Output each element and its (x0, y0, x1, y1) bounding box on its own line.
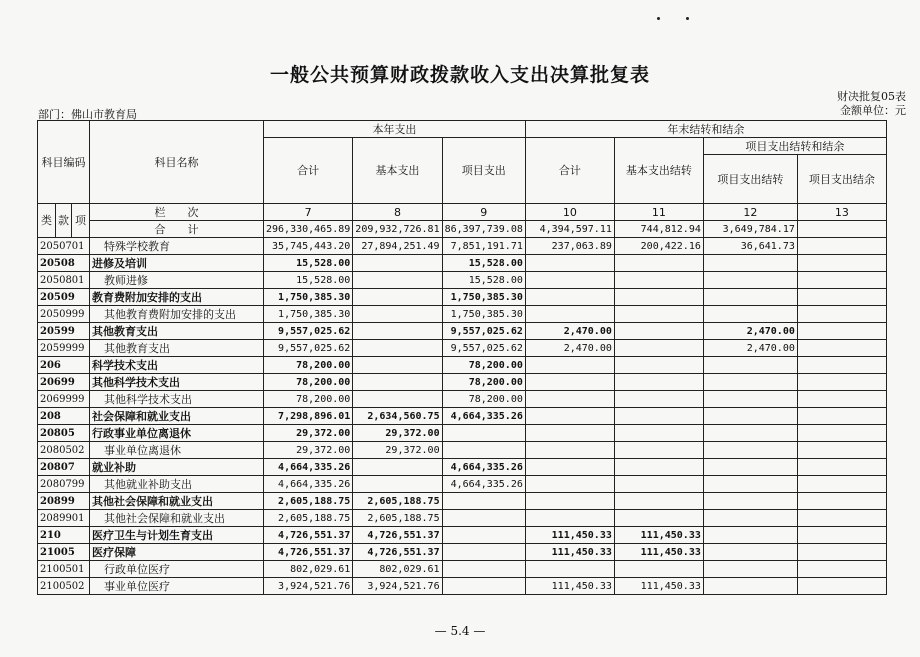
amount-cell (703, 391, 797, 408)
amount-cell: 111,450.33 (525, 544, 614, 561)
amount-cell: 200,422.16 (614, 238, 703, 255)
header-kuan: 款 (56, 204, 72, 238)
total-cell: 744,812.94 (614, 221, 703, 238)
amount-cell (353, 323, 442, 340)
amount-cell (703, 476, 797, 493)
amount-cell (797, 544, 886, 561)
column-number: 9 (442, 204, 525, 221)
table-row (38, 561, 887, 578)
subject-code: 210 (38, 527, 90, 544)
amount-cell (525, 357, 614, 374)
subject-code: 208 (38, 408, 90, 425)
amount-cell (797, 272, 886, 289)
subject-name: 就业补助 (90, 459, 264, 476)
amount-cell (797, 255, 886, 272)
page-number: — 5.4 — (434, 624, 486, 638)
table-row (38, 340, 887, 357)
subject-name: 社会保障和就业支出 (90, 408, 264, 425)
table-row (38, 527, 887, 544)
subject-code: 2080502 (38, 442, 90, 459)
subject-code: 2100502 (38, 578, 90, 595)
total-cell: 4,394,597.11 (525, 221, 614, 238)
subject-code: 20599 (38, 323, 90, 340)
amount-cell (797, 238, 886, 255)
header-lei: 类 (38, 204, 56, 238)
header-code: 科目编码 (38, 121, 90, 204)
header-xiang: 项 (72, 204, 90, 238)
amount-cell (703, 425, 797, 442)
amount-cell (525, 476, 614, 493)
total-cell: 3,649,784.17 (703, 221, 797, 238)
amount-cell: 9,557,025.62 (264, 340, 353, 357)
header-basic: 基本支出 (353, 138, 442, 204)
total-cell: 86,397,739.08 (442, 221, 525, 238)
amount-cell (797, 357, 886, 374)
amount-cell: 4,664,335.26 (442, 408, 525, 425)
header-carry-total: 合计 (525, 138, 614, 204)
amount-cell: 9,557,025.62 (442, 340, 525, 357)
amount-cell: 3,924,521.76 (353, 578, 442, 595)
amount-cell: 78,200.00 (264, 391, 353, 408)
amount-cell (353, 272, 442, 289)
subject-code: 2100501 (38, 561, 90, 578)
amount-cell (797, 493, 886, 510)
amount-cell (442, 544, 525, 561)
amount-cell (797, 561, 886, 578)
column-number: 8 (353, 204, 442, 221)
budget-table (37, 120, 887, 595)
amount-cell (442, 510, 525, 527)
subject-name: 其他科学技术支出 (90, 391, 264, 408)
subject-name: 其他社会保障和就业支出 (90, 510, 264, 527)
amount-cell: 802,029.61 (264, 561, 353, 578)
column-number: 10 (525, 204, 614, 221)
amount-cell: 9,557,025.62 (442, 323, 525, 340)
amount-cell: 1,750,385.30 (442, 306, 525, 323)
amount-cell (797, 391, 886, 408)
amount-cell: 78,200.00 (442, 374, 525, 391)
header-project: 项目支出 (442, 138, 525, 204)
amount-cell (797, 306, 886, 323)
table-row (38, 391, 887, 408)
amount-cell (442, 561, 525, 578)
amount-cell (703, 544, 797, 561)
amount-cell (525, 255, 614, 272)
amount-cell: 2,605,188.75 (353, 493, 442, 510)
amount-cell: 9,557,025.62 (264, 323, 353, 340)
header-total: 合计 (264, 138, 353, 204)
amount-cell: 4,664,335.26 (264, 459, 353, 476)
amount-cell (797, 527, 886, 544)
amount-cell: 78,200.00 (264, 357, 353, 374)
amount-cell: 7,298,896.01 (264, 408, 353, 425)
subject-name: 特殊学校教育 (90, 238, 264, 255)
amount-cell: 2,634,560.75 (353, 408, 442, 425)
amount-cell: 35,745,443.20 (264, 238, 353, 255)
amount-cell: 15,528.00 (264, 255, 353, 272)
amount-cell (614, 323, 703, 340)
amount-cell: 111,450.33 (614, 544, 703, 561)
form-number: 财决批复05表 (837, 90, 906, 103)
subject-name: 教育费附加安排的支出 (90, 289, 264, 306)
table-row (38, 306, 887, 323)
subject-code: 2050701 (38, 238, 90, 255)
amount-cell (614, 442, 703, 459)
amount-cell: 29,372.00 (264, 442, 353, 459)
amount-cell: 3,924,521.76 (264, 578, 353, 595)
subject-name: 行政事业单位离退休 (90, 425, 264, 442)
amount-cell (525, 459, 614, 476)
amount-cell (703, 493, 797, 510)
amount-cell (442, 578, 525, 595)
amount-cell: 27,894,251.49 (353, 238, 442, 255)
amount-cell (614, 255, 703, 272)
amount-cell (614, 510, 703, 527)
subject-code: 20899 (38, 493, 90, 510)
amount-cell: 1,750,385.30 (264, 306, 353, 323)
scan-dot (657, 17, 660, 20)
subject-name: 进修及培训 (90, 255, 264, 272)
amount-cell (353, 459, 442, 476)
amount-cell: 29,372.00 (353, 425, 442, 442)
table-row (38, 408, 887, 425)
amount-unit: 金额单位：元 (840, 104, 906, 117)
subject-name: 事业单位医疗 (90, 578, 264, 595)
amount-cell: 4,726,551.37 (353, 527, 442, 544)
amount-cell (442, 527, 525, 544)
amount-cell (442, 493, 525, 510)
amount-cell (525, 289, 614, 306)
amount-cell (797, 408, 886, 425)
amount-cell (703, 578, 797, 595)
amount-cell (614, 476, 703, 493)
total-cell (797, 221, 886, 238)
total-label: 合 计 (90, 221, 264, 238)
subject-code: 20699 (38, 374, 90, 391)
amount-cell (797, 425, 886, 442)
amount-cell (703, 510, 797, 527)
amount-cell (797, 442, 886, 459)
subject-code: 2080799 (38, 476, 90, 493)
amount-cell (797, 323, 886, 340)
subject-code: 2059999 (38, 340, 90, 357)
amount-cell (353, 391, 442, 408)
amount-cell: 2,605,188.75 (264, 510, 353, 527)
amount-cell (703, 459, 797, 476)
amount-cell (703, 374, 797, 391)
amount-cell (614, 340, 703, 357)
amount-cell (703, 306, 797, 323)
amount-cell (442, 442, 525, 459)
amount-cell: 4,664,335.26 (442, 476, 525, 493)
table-row (38, 289, 887, 306)
amount-cell: 15,528.00 (442, 255, 525, 272)
subject-name: 事业单位离退休 (90, 442, 264, 459)
amount-cell (703, 408, 797, 425)
column-label: 栏 次 (90, 204, 264, 221)
amount-cell (614, 306, 703, 323)
table-row (38, 425, 887, 442)
amount-cell: 4,664,335.26 (264, 476, 353, 493)
subject-code: 20509 (38, 289, 90, 306)
amount-cell (703, 289, 797, 306)
amount-cell: 111,450.33 (614, 527, 703, 544)
subject-name: 医疗卫生与计划生育支出 (90, 527, 264, 544)
amount-cell: 2,470.00 (525, 340, 614, 357)
amount-cell (797, 476, 886, 493)
subject-code: 2069999 (38, 391, 90, 408)
subject-name: 其他教育支出 (90, 340, 264, 357)
amount-cell (525, 408, 614, 425)
table-row (38, 459, 887, 476)
subject-name: 其他科学技术支出 (90, 374, 264, 391)
amount-cell (525, 391, 614, 408)
amount-cell: 78,200.00 (442, 391, 525, 408)
amount-cell (614, 272, 703, 289)
amount-cell (353, 374, 442, 391)
subject-code: 20508 (38, 255, 90, 272)
amount-cell: 2,470.00 (703, 323, 797, 340)
subject-name: 科学技术支出 (90, 357, 264, 374)
subject-code: 2050999 (38, 306, 90, 323)
subject-name: 其他就业补助支出 (90, 476, 264, 493)
page-title: 一般公共预算财政拨款收入支出决算批复表 (269, 64, 650, 86)
total-row (38, 221, 887, 238)
amount-cell (797, 578, 886, 595)
subject-name: 医疗保障 (90, 544, 264, 561)
amount-cell (353, 340, 442, 357)
amount-cell: 2,605,188.75 (353, 510, 442, 527)
amount-cell (703, 272, 797, 289)
amount-cell: 237,063.89 (525, 238, 614, 255)
amount-cell (614, 459, 703, 476)
amount-cell (703, 255, 797, 272)
subject-name: 行政单位医疗 (90, 561, 264, 578)
amount-cell (614, 391, 703, 408)
table-row (38, 374, 887, 391)
subject-code: 20807 (38, 459, 90, 476)
table-row (38, 442, 887, 459)
header-project-carryover: 项目支出结转和结余 (703, 138, 886, 155)
table-row (38, 272, 887, 289)
amount-cell (525, 442, 614, 459)
amount-cell: 1,750,385.30 (442, 289, 525, 306)
column-number: 12 (703, 204, 797, 221)
table-row (38, 578, 887, 595)
amount-cell (797, 510, 886, 527)
amount-cell (614, 425, 703, 442)
amount-cell: 1,750,385.30 (264, 289, 353, 306)
amount-cell (614, 493, 703, 510)
amount-cell: 15,528.00 (442, 272, 525, 289)
table-row (38, 544, 887, 561)
table-row (38, 493, 887, 510)
amount-cell: 29,372.00 (264, 425, 353, 442)
amount-cell: 4,726,551.37 (264, 544, 353, 561)
table-row (38, 238, 887, 255)
amount-cell: 2,605,188.75 (264, 493, 353, 510)
subject-name: 其他教育支出 (90, 323, 264, 340)
column-number: 13 (797, 204, 886, 221)
column-number: 7 (264, 204, 353, 221)
amount-cell (703, 561, 797, 578)
amount-cell (525, 374, 614, 391)
amount-cell (442, 425, 525, 442)
amount-cell: 15,528.00 (264, 272, 353, 289)
amount-cell: 111,450.33 (525, 527, 614, 544)
amount-cell: 4,726,551.37 (353, 544, 442, 561)
subject-code: 20805 (38, 425, 90, 442)
total-cell: 209,932,726.81 (353, 221, 442, 238)
amount-cell: 36,641.73 (703, 238, 797, 255)
amount-cell (614, 561, 703, 578)
subject-code: 2089901 (38, 510, 90, 527)
amount-cell (525, 493, 614, 510)
amount-cell: 78,200.00 (264, 374, 353, 391)
amount-cell (703, 527, 797, 544)
amount-cell (797, 289, 886, 306)
amount-cell (353, 306, 442, 323)
column-number: 11 (614, 204, 703, 221)
amount-cell (353, 289, 442, 306)
header-carryover: 年末结转和结余 (525, 121, 886, 138)
header-project-carry: 项目支出结转 (703, 155, 797, 204)
table-row (38, 255, 887, 272)
header-basic-carry: 基本支出结转 (614, 138, 703, 204)
table-row (38, 476, 887, 493)
amount-cell (797, 374, 886, 391)
amount-cell (525, 561, 614, 578)
amount-cell (353, 476, 442, 493)
subject-name: 教师进修 (90, 272, 264, 289)
subject-code: 21005 (38, 544, 90, 561)
amount-cell: 78,200.00 (442, 357, 525, 374)
scan-dot (686, 17, 689, 20)
amount-cell (703, 357, 797, 374)
amount-cell (525, 272, 614, 289)
amount-cell (353, 255, 442, 272)
subject-code: 206 (38, 357, 90, 374)
amount-cell (614, 408, 703, 425)
subject-name: 其他教育费附加安排的支出 (90, 306, 264, 323)
amount-cell: 4,664,335.26 (442, 459, 525, 476)
amount-cell (614, 357, 703, 374)
amount-cell: 7,851,191.71 (442, 238, 525, 255)
header-project-balance: 项目支出结余 (797, 155, 886, 204)
amount-cell (614, 374, 703, 391)
amount-cell (797, 459, 886, 476)
amount-cell: 29,372.00 (353, 442, 442, 459)
amount-cell: 2,470.00 (525, 323, 614, 340)
table-row (38, 357, 887, 374)
subject-name: 其他社会保障和就业支出 (90, 493, 264, 510)
table-row (38, 323, 887, 340)
amount-cell (703, 442, 797, 459)
header-current-year: 本年支出 (264, 121, 526, 138)
department-label: 部门：佛山市教育局 (38, 108, 137, 121)
subject-code: 2050801 (38, 272, 90, 289)
amount-cell (353, 357, 442, 374)
amount-cell: 4,726,551.37 (264, 527, 353, 544)
amount-cell: 2,470.00 (703, 340, 797, 357)
amount-cell (525, 306, 614, 323)
amount-cell (525, 510, 614, 527)
header-name: 科目名称 (90, 121, 264, 204)
amount-cell (797, 340, 886, 357)
total-cell: 296,330,465.89 (264, 221, 353, 238)
amount-cell (525, 425, 614, 442)
amount-cell (614, 289, 703, 306)
table-row (38, 510, 887, 527)
amount-cell: 111,450.33 (614, 578, 703, 595)
amount-cell: 802,029.61 (353, 561, 442, 578)
amount-cell: 111,450.33 (525, 578, 614, 595)
